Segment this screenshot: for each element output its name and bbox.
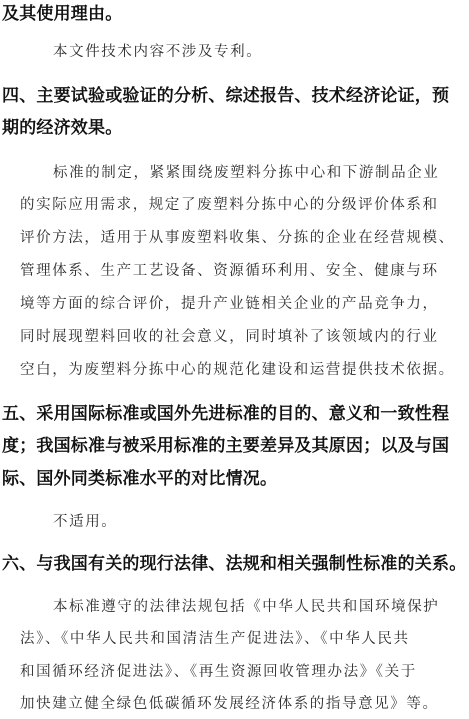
section-4-heading-line-1: 四、主要试验或验证的分析、综述报告、技术经济论证，预: [2, 86, 450, 106]
section-5-heading-line-2: 度；我国标准与被采用标准的主要差异及其原因；以及与国: [2, 436, 450, 456]
section-4-body-line-3: 评价方法，适用于从事废塑料收集、分拣的企业在经营规模、: [20, 230, 455, 246]
section-4-body-line-7: 空白，为废塑料分拣中心的规范化建设和运营提供技术依据。: [20, 362, 455, 378]
section-6-heading-line-1: 六、与我国有关的现行法律、法规和相关强制性标准的关系。: [2, 554, 467, 574]
section-4-body-line-6: 同时展现塑料回收的社会意义，同时填补了该领域内的行业: [20, 329, 439, 345]
section-4-body-line-1: 标准的制定，紧紧围绕废塑料分拣中心和下游制品企业: [53, 165, 440, 181]
section-5-heading-line-3: 际、国外同类标准水平的对比情况。: [2, 469, 278, 489]
section-6-body-line-3: 和国循环经济促进法》、《再生资源回收管理办法》《关于: [20, 664, 417, 680]
section-4-body-line-5: 境等方面的综合评价，提升产业链相关企业的产品竞争力，: [20, 296, 439, 312]
section-6-body-line-1: 本标准遵守的法律法规包括《中华人民共和国环境保护: [53, 599, 440, 615]
section-4-body-line-4: 管理体系、生产工艺设备、资源循环利用、安全、健康与环: [20, 263, 439, 279]
section-3-heading-tail: 及其使用理由。: [2, 4, 123, 24]
section-4-body-line-2: 的实际应用需求，规定了废塑料分拣中心的分级评价体系和: [20, 197, 439, 213]
section-3-body-line: 本文件技术内容不涉及专利。: [53, 44, 263, 60]
section-4-heading-line-2: 期的经济效果。: [2, 118, 123, 138]
section-6-body-line-2: 法》、《中华人民共和国清洁生产促进法》、《中华人民共: [20, 631, 410, 647]
section-5-heading-line-1: 五、采用国际标准或国外先进标准的目的、意义和一致性程: [2, 404, 450, 424]
section-6-body-line-4: 加快建立健全绿色低碳循环发展经济体系的指导意见》等。: [20, 696, 439, 712]
section-5-body-line: 不适用。: [53, 514, 118, 530]
